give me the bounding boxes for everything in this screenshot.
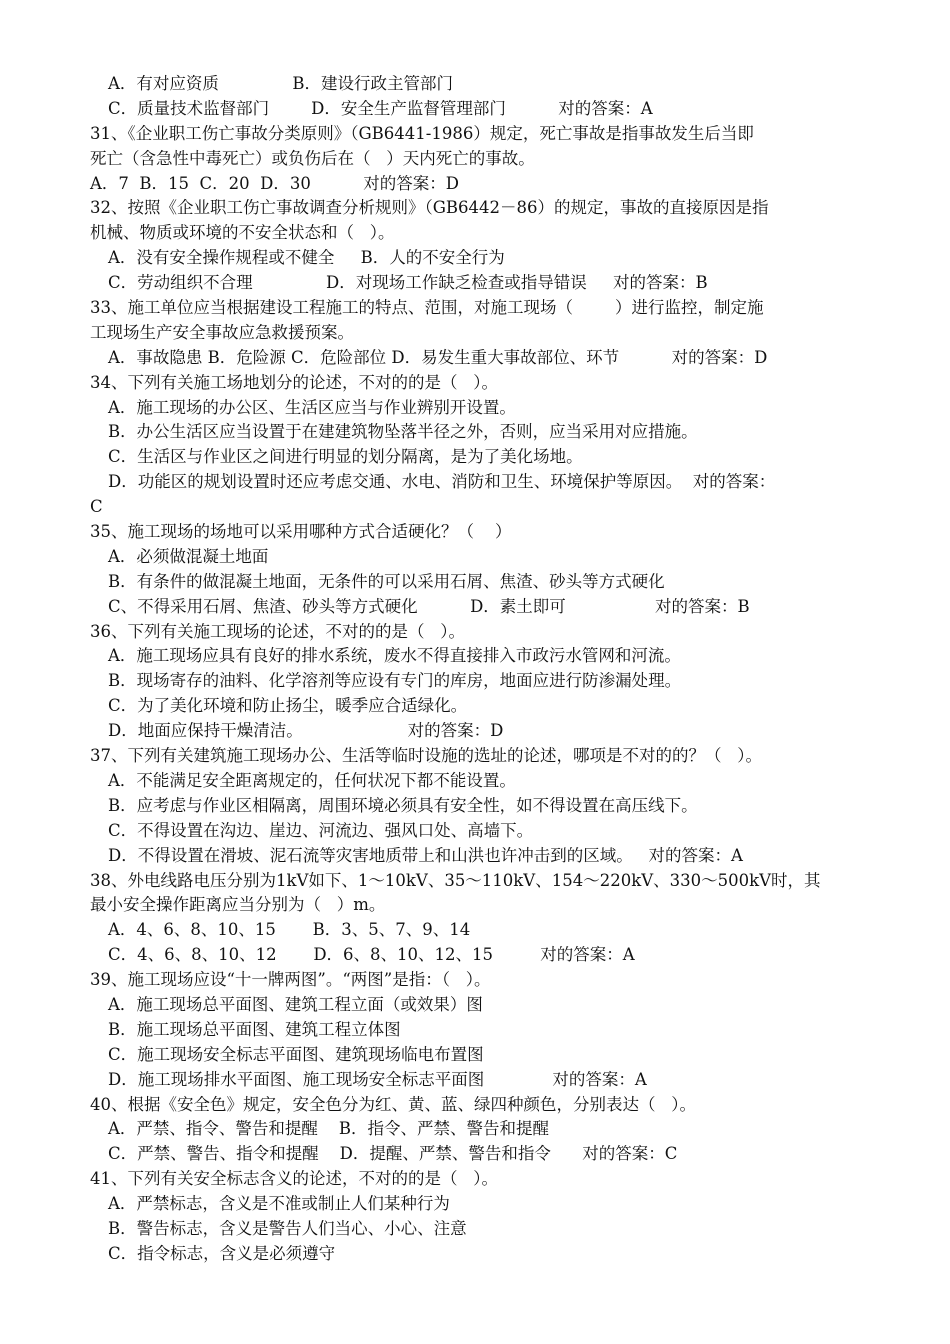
text-line: 35、施工现场的场地可以采用哪种方式合适硬化？（ ）: [90, 522, 512, 542]
text-line: A．没有安全操作规程或不健全 B．人的不安全行为: [108, 248, 505, 268]
text-line: A．施工现场的办公区、生活区应当与作业辨别开设置。: [108, 397, 516, 417]
text-line: B．警告标志，含义是警告人们当心、小心、注意: [108, 1218, 467, 1238]
text-line: 37、下列有关建筑施工现场办公、生活等临时设施的选址的论述，哪项是不对的的？（ ）。: [90, 746, 762, 766]
text-line: C．严禁、警告、指令和提醒 D．提醒、严禁、警告和指令 对的答案：C: [108, 1144, 678, 1164]
text-line: B．施工现场总平面图、建筑工程立体图: [108, 1019, 401, 1039]
text-line: A．事故隐患 B．危险源 C．危险部位 D．易发生重大事故部位、环节 对的答案：D: [108, 347, 768, 367]
text-line: D．功能区的规划设置时还应考虑交通、水电、消防和卫生、环境保护等原因。 对的答案：: [108, 472, 776, 492]
text-line: 死亡（含急性中毒死亡）或负伤后在（ ）天内死亡的事故。: [90, 148, 535, 168]
text-line: A．严禁标志，含义是不准或制止人们某种行为: [108, 1194, 450, 1214]
text-line: C．质量技术监督部门 D．安全生产监督管理部门 对的答案：A: [108, 98, 653, 118]
text-line: 40、根据《安全色》规定，安全色分为红、黄、蓝、绿四种颜色，分别表达（ ）。: [90, 1094, 696, 1114]
text-line: A．7 B．15 C．20 D．30 对的答案：D: [90, 173, 460, 193]
text-line: B．应考虑与作业区相隔离，周围环境必须具有安全性，如不得设置在高压线下。: [108, 795, 698, 815]
text-line: A．严禁、指令、警告和提醒 B．指令、严禁、警告和提醒: [108, 1119, 550, 1139]
text-line: A．有对应资质 B．建设行政主管部门: [108, 74, 453, 93]
text-line: D．施工现场排水平面图、施工现场安全标志平面图 对的答案：A: [108, 1069, 647, 1089]
text-line: C．生活区与作业区之间进行明显的划分隔离，是为了美化场地。: [108, 447, 583, 467]
text-line: B．现场寄存的油料、化学溶剂等应设有专门的库房，地面应进行防渗漏处理。: [108, 671, 682, 691]
text-line: C．为了美化环境和防止扬尘，暖季应合适绿化。: [108, 696, 468, 716]
text-line: C．不得设置在沟边、崖边、河流边、强风口处、高墙下。: [108, 820, 534, 840]
text-line: A．不能满足安全距离规定的，任何状况下都不能设置。: [108, 770, 516, 790]
text-line: 32、按照《企业职工伤亡事故调查分析规则》（GB6442－86）的规定，事故的直接原因是指: [90, 198, 769, 218]
text-line: 36、下列有关施工现场的论述，不对的的是（ ）。: [90, 621, 465, 641]
text-line: 39、施工现场应设“十一牌两图”。“两图”是指：（ ）。: [90, 970, 491, 990]
text-line: C: [90, 497, 103, 517]
text-line: C．4、6、8、10、12 D．6、8、10、12、15 对的答案：A: [108, 945, 635, 965]
text-line: C．指令标志，含义是必须遵守: [108, 1243, 336, 1263]
text-line: 34、下列有关施工场地划分的论述，不对的的是（ ）。: [90, 372, 498, 392]
text-line: 31、《企业职工伤亡事故分类原则》（GB6441-1986）规定，死亡事故是指事故发生后当即: [90, 123, 754, 143]
text-line: A．4、6、8、10、15 B．3、5、7、9、14: [108, 920, 471, 940]
text-line: 33、施工单位应当根据建设工程施工的特点、范围，对施工现场（ ）进行监控，制定施: [90, 298, 764, 318]
text-line: D．地面应保持干燥清洁。 对的答案：D: [108, 721, 504, 741]
text-line: 38、外电线路电压分别为1kV如下、1～10kV、35～110kV、154～220kV、330～500kV时，其: [90, 870, 821, 890]
text-line: C．施工现场安全标志平面图、建筑现场临电布置图: [108, 1044, 484, 1064]
text-line: B．办公生活区应当设置于在建建筑物坠落半径之外，否则，应当采用对应措施。: [108, 422, 698, 442]
text-line: D．不得设置在滑坡、泥石流等灾害地质带上和山洪也许冲击到的区域。 对的答案：A: [108, 845, 743, 865]
document-body: [90, 72, 880, 1267]
text-line: A．必须做混凝土地面: [108, 546, 269, 566]
text-line: 机械、物质或环境的不安全状态和（ ）。: [90, 223, 395, 243]
text-line: B．有条件的做混凝土地面，无条件的可以采用石屑、焦渣、砂头等方式硬化: [108, 571, 665, 591]
text-line: A．施工现场应具有良好的排水系统，废水不得直接排入市政污水管网和河流。: [108, 646, 681, 666]
text-line: 最小安全操作距离应当分别为（ ）m。: [90, 895, 386, 915]
text-line: 41、下列有关安全标志含义的论述，不对的的是（ ）。: [90, 1169, 498, 1189]
text-line: C、不得采用石屑、焦渣、砂头等方式硬化 D．素土即可 对的答案：B: [108, 596, 750, 616]
text-line: A．施工现场总平面图、建筑工程立面（或效果）图: [108, 994, 483, 1014]
text-line: 工现场生产安全事故应急救援预案。: [90, 322, 354, 342]
text-line: C．劳动组织不合理 D．对现场工作缺乏检查或指导错误 对的答案：B: [108, 273, 708, 293]
